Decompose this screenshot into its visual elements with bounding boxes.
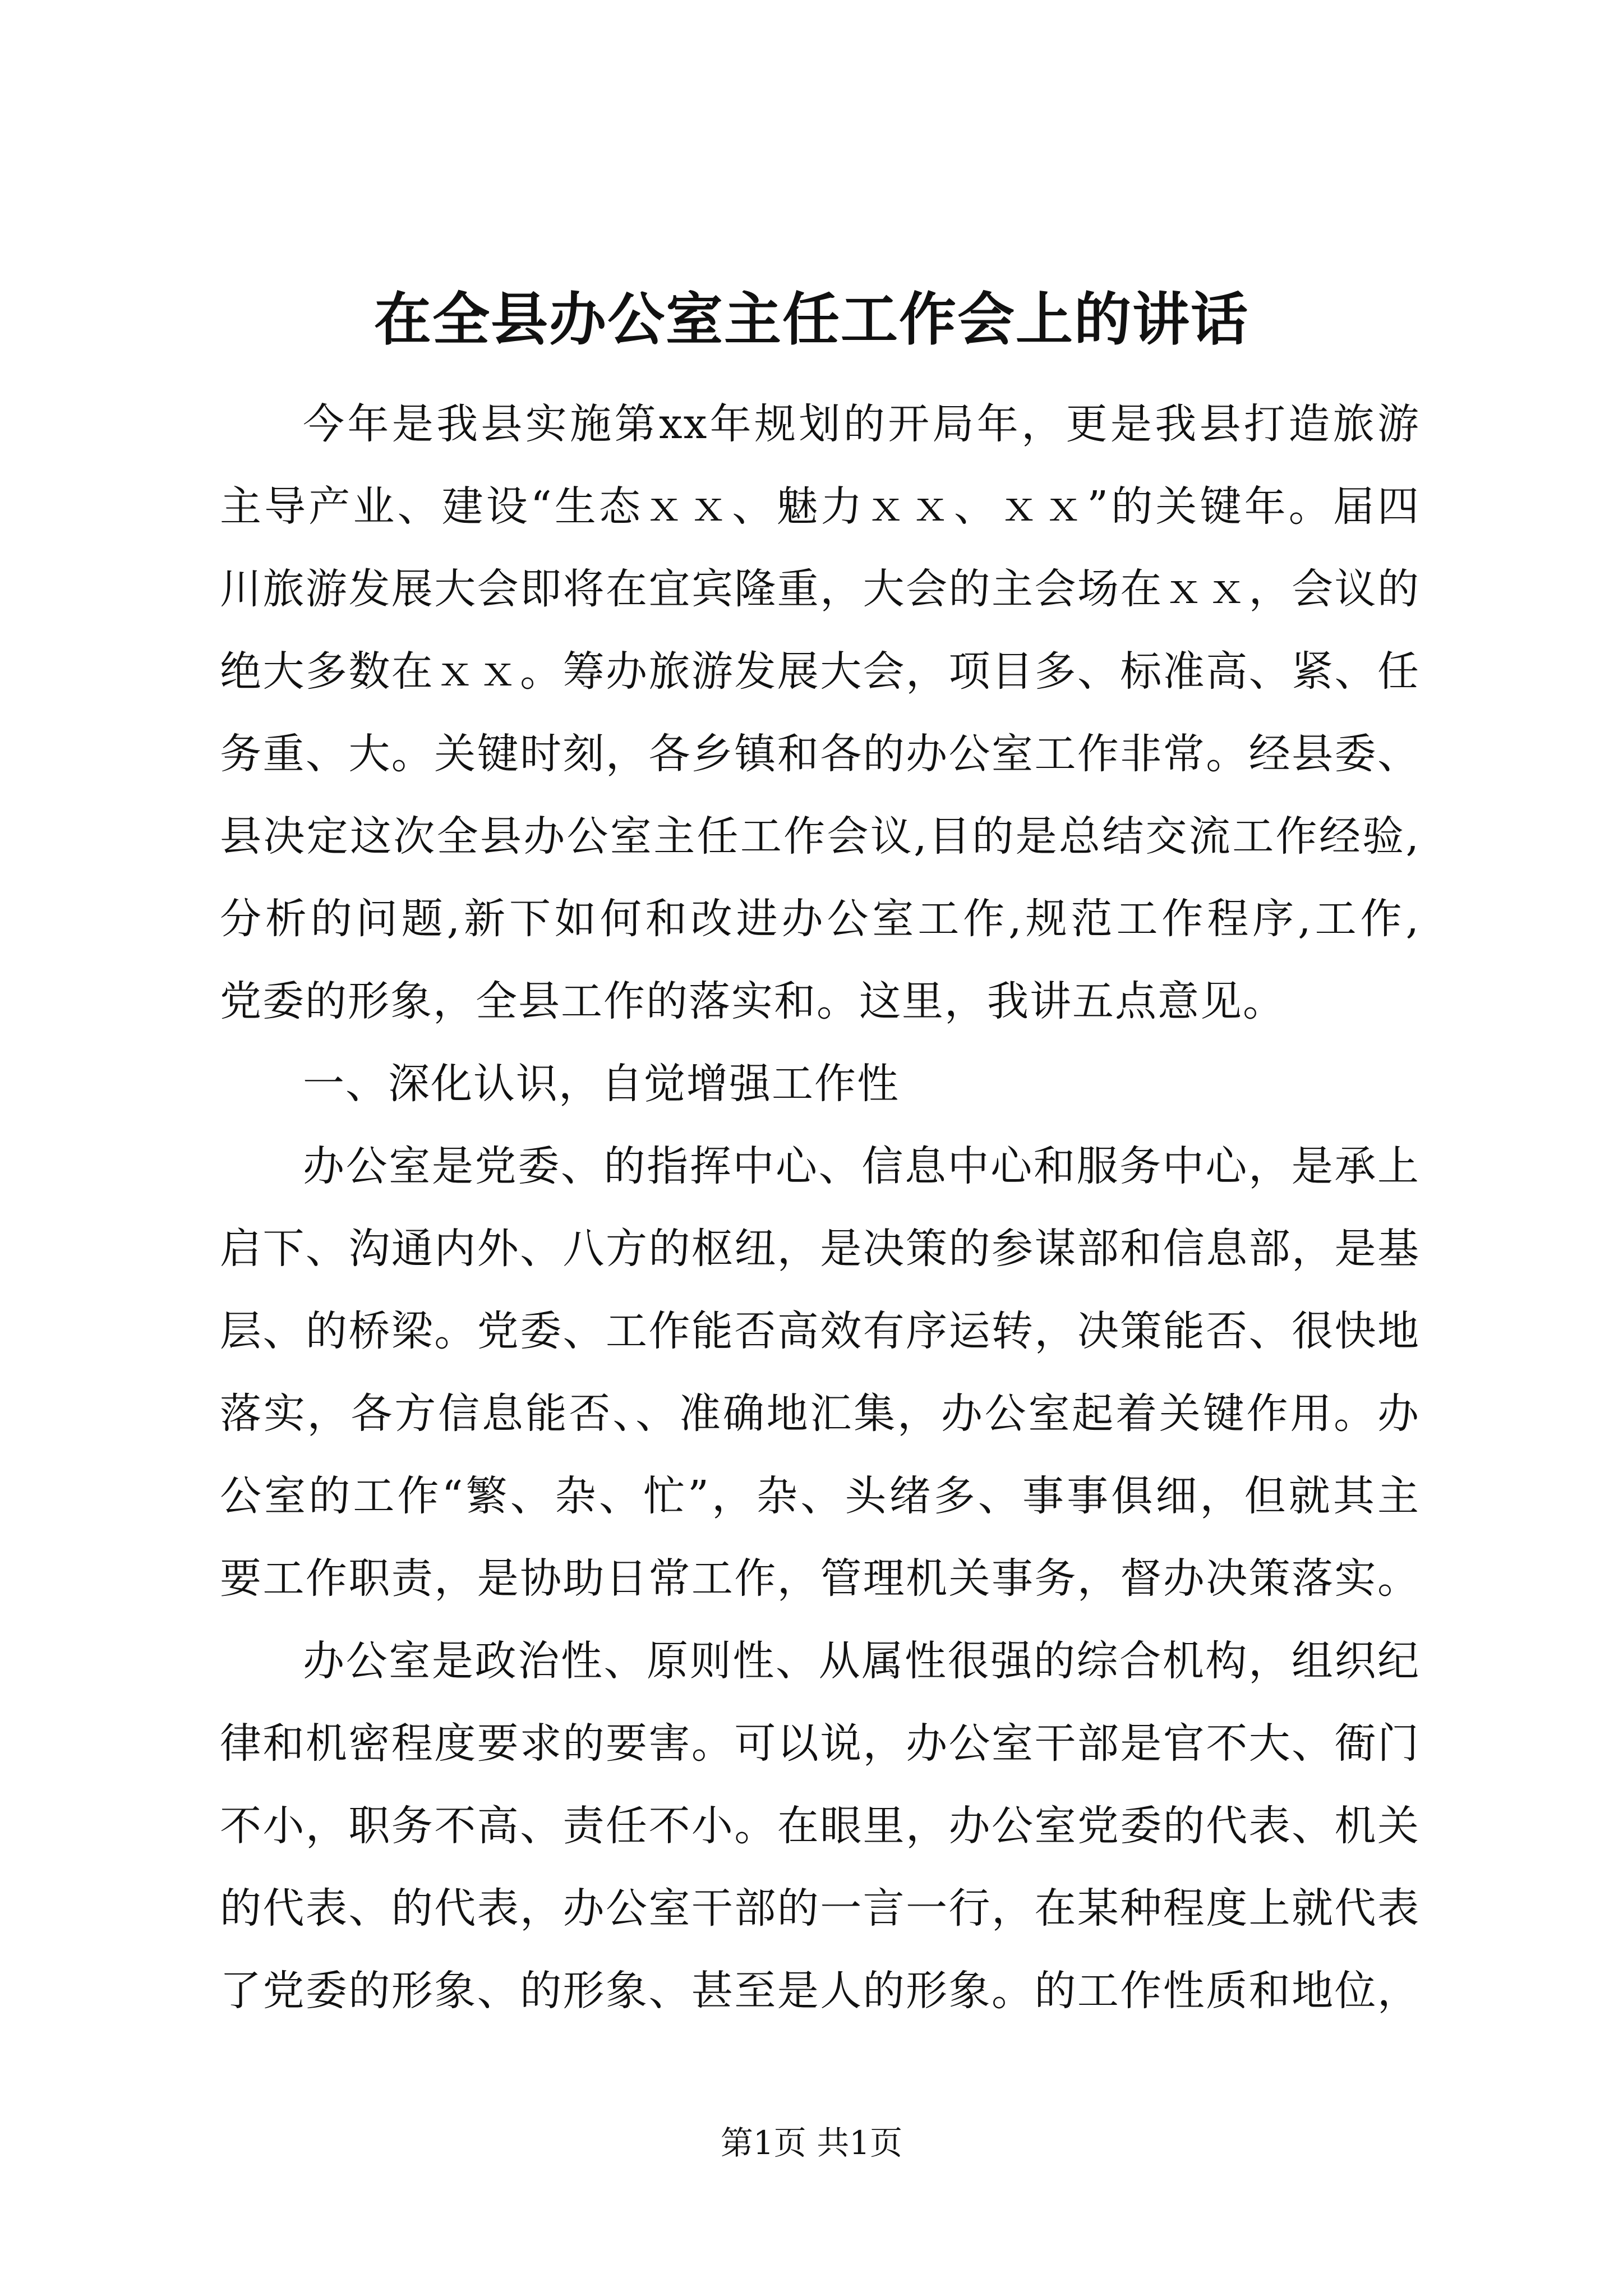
paragraph-line: 不小，职务不高、责任不小。在眼里，办公室党委的代表、机关	[220, 1802, 1420, 1850]
paragraph-line: 分析的问题,新下如何和改进办公室工作,规范工作程序,工作,	[220, 895, 1420, 943]
paragraph-line: 今年是我县实施第xx年规划的开局年，更是我县打造旅游	[303, 400, 1420, 448]
paragraph-line: 党委的形象，全县工作的落实和。这里，我讲五点意见。	[220, 977, 1285, 1025]
paragraph-line: 要工作职责，是协助日常工作，管理机关事务，督办决策落实。	[220, 1554, 1420, 1603]
page-number-footer: 第1页 共1页	[720, 2124, 903, 2162]
section-heading: 一、深化认识，自觉增强工作性	[303, 1060, 900, 1108]
paragraph-line: 川旅游发展大会即将在宜宾隆重，大会的主会场在ｘｘ，会议的	[220, 565, 1420, 613]
paragraph-line: 办公室是政治性、原则性、从属性很强的综合机构，组织纪	[303, 1637, 1420, 1685]
paragraph-line: 务重、大。关键时刻，各乡镇和各的办公室工作非常。经县委、	[220, 730, 1420, 778]
paragraph-line: 了党委的形象、的形象、甚至是人的形象。的工作性质和地位，	[220, 1967, 1420, 2015]
document-body	[220, 383, 1420, 2032]
paragraph-line: 层、的桥梁。党委、工作能否高效有序运转，决策能否、很快地	[220, 1307, 1420, 1355]
paragraph-line: 主导产业、建设“生态ｘｘ、魅力ｘｘ、ｘｘ”的关键年。届四	[220, 482, 1420, 531]
paragraph-line: 的代表、的代表，办公室干部的一言一行，在某种程度上就代表	[220, 1884, 1420, 1932]
paragraph-line: 公室的工作“繁、杂、忙”，杂、头绪多、事事俱细，但就其主	[220, 1472, 1420, 1520]
paragraph-line: 律和机密程度要求的要害。可以说，办公室干部是官不大、衙门	[220, 1719, 1420, 1768]
paragraph-line: 县决定这次全县办公室主任工作会议,目的是总结交流工作经验,	[220, 812, 1420, 861]
paragraph-line: 绝大多数在ｘｘ。筹办旅游发展大会，项目多、标准高、紧、任	[220, 647, 1420, 696]
paragraph-line: 落实，各方信息能否、、准确地汇集，办公室起着关键作用。办	[220, 1389, 1420, 1438]
paragraph-line: 启下、沟通内外、八方的枢纽，是决策的参谋部和信息部，是基	[220, 1225, 1420, 1273]
document-title: 在全县办公室主任工作会上的讲话	[374, 286, 1249, 353]
paragraph-line: 办公室是党委、的指挥中心、信息中心和服务中心，是承上	[303, 1142, 1420, 1190]
